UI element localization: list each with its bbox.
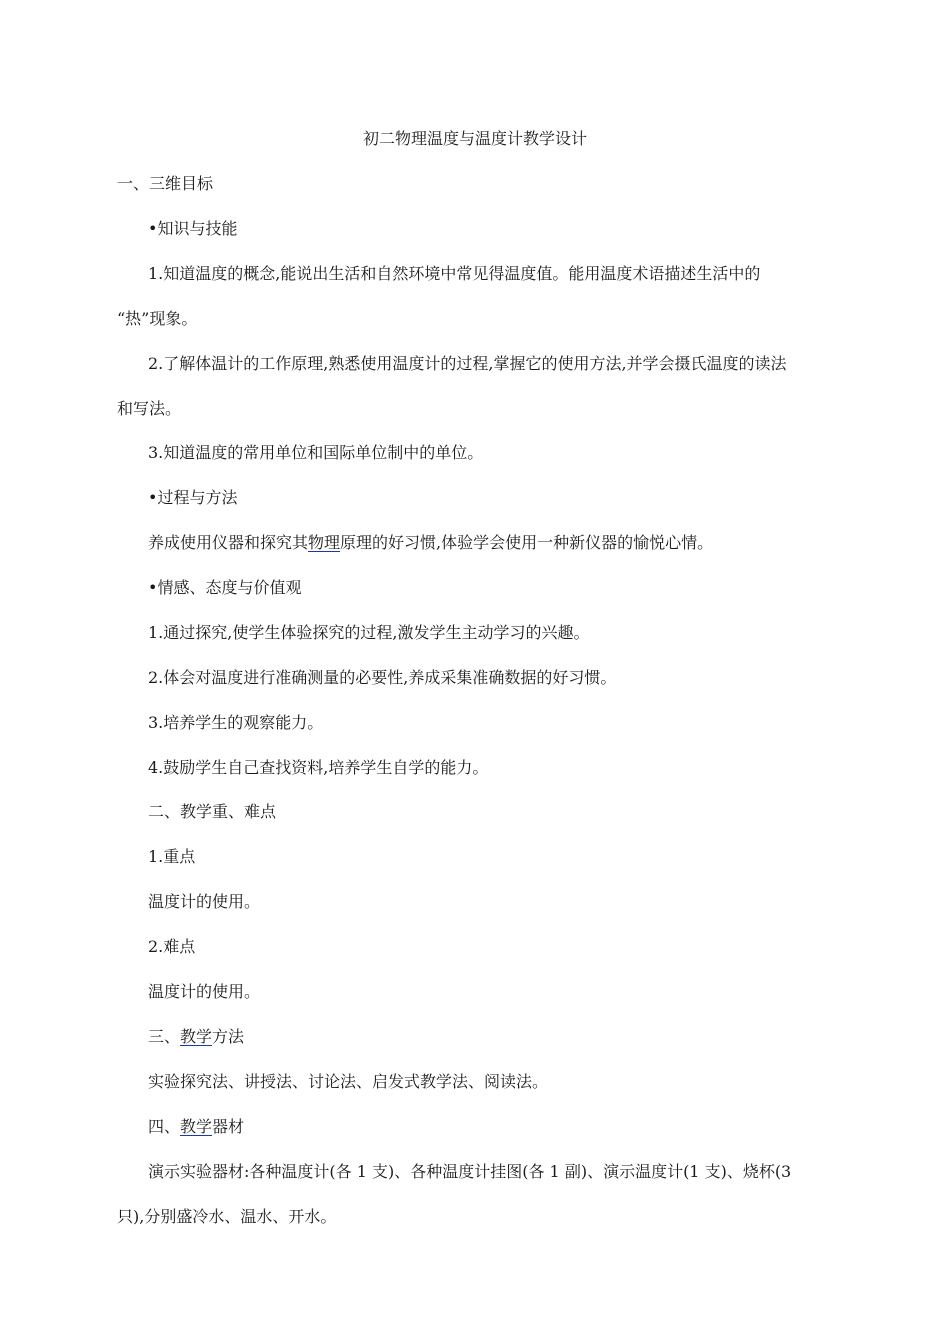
knowledge-item-1-line-1: 1.知道温度的概念,能说出生活和自然环境中常见得温度值。能用温度术语描述生活中的 bbox=[148, 264, 761, 283]
teaching-methods-text: 实验探究法、讲授法、讨论法、启发式教学法、阅读法。 bbox=[148, 1072, 549, 1091]
key-point-text: 温度计的使用。 bbox=[148, 892, 261, 911]
knowledge-item-2-line-1: 2.了解体温计的工作原理,熟悉使用温度计的过程,掌握它的使用方法,并学会摄氏温度的读法 bbox=[148, 354, 787, 373]
section-2-heading: 二、教学重、难点 bbox=[148, 802, 277, 821]
section-3-prefix: 三、 bbox=[148, 1027, 181, 1046]
knowledge-item-2-line-2: 和写法。 bbox=[117, 399, 182, 418]
section-3-heading bbox=[148, 1025, 244, 1049]
emotion-item-1: 1.通过探究,使学生体验探究的过程,激发学生主动学习的兴趣。 bbox=[148, 623, 590, 642]
emotion-item-4: 4.鼓励学生自己查找资料,培养学生自学的能力。 bbox=[148, 758, 489, 777]
teaching-link-methods[interactable]: 教学 bbox=[180, 1027, 213, 1046]
document-title: 初二物理温度与温度计教学设计 bbox=[362, 129, 587, 148]
section-4-suffix: 器材 bbox=[212, 1117, 245, 1136]
equipment-text-line-1: 演示实验器材:各种温度计(各 1 支)、各种温度计挂图(各 1 副)、演示温度计(1 支)、烧杯(3 bbox=[148, 1162, 792, 1181]
process-method-bullet: •过程与方法 bbox=[148, 488, 238, 507]
process-text-after: 原理的好习惯,体验学会使用一种新仪器的愉悦心情。 bbox=[340, 533, 714, 552]
section-4-heading bbox=[148, 1115, 244, 1139]
process-text-before: 养成使用仪器和探究其 bbox=[148, 533, 309, 552]
knowledge-item-1-line-2: “热”现象。 bbox=[117, 309, 198, 328]
knowledge-item-3: 3.知道温度的常用单位和国际单位制中的单位。 bbox=[148, 443, 484, 462]
difficult-point-text: 温度计的使用。 bbox=[148, 982, 261, 1001]
equipment-text-line-2: 只),分别盛冷水、温水、开水。 bbox=[117, 1207, 337, 1226]
process-method-text bbox=[148, 531, 713, 555]
teaching-link-equipment[interactable]: 教学 bbox=[180, 1117, 213, 1136]
knowledge-skills-bullet: •知识与技能 bbox=[148, 219, 238, 238]
section-4-prefix: 四、 bbox=[148, 1117, 181, 1136]
section-1-heading: 一、三维目标 bbox=[117, 174, 214, 193]
emotion-item-3: 3.培养学生的观察能力。 bbox=[148, 713, 324, 732]
emotion-item-2: 2.体会对温度进行准确测量的必要性,养成采集准确数据的好习惯。 bbox=[148, 668, 617, 687]
section-3-suffix: 方法 bbox=[212, 1027, 245, 1046]
key-point-label: 1.重点 bbox=[148, 847, 196, 866]
physics-link[interactable]: 物理 bbox=[308, 533, 341, 552]
difficult-point-label: 2.难点 bbox=[148, 937, 196, 956]
emotion-attitude-bullet: •情感、态度与价值观 bbox=[148, 578, 302, 597]
